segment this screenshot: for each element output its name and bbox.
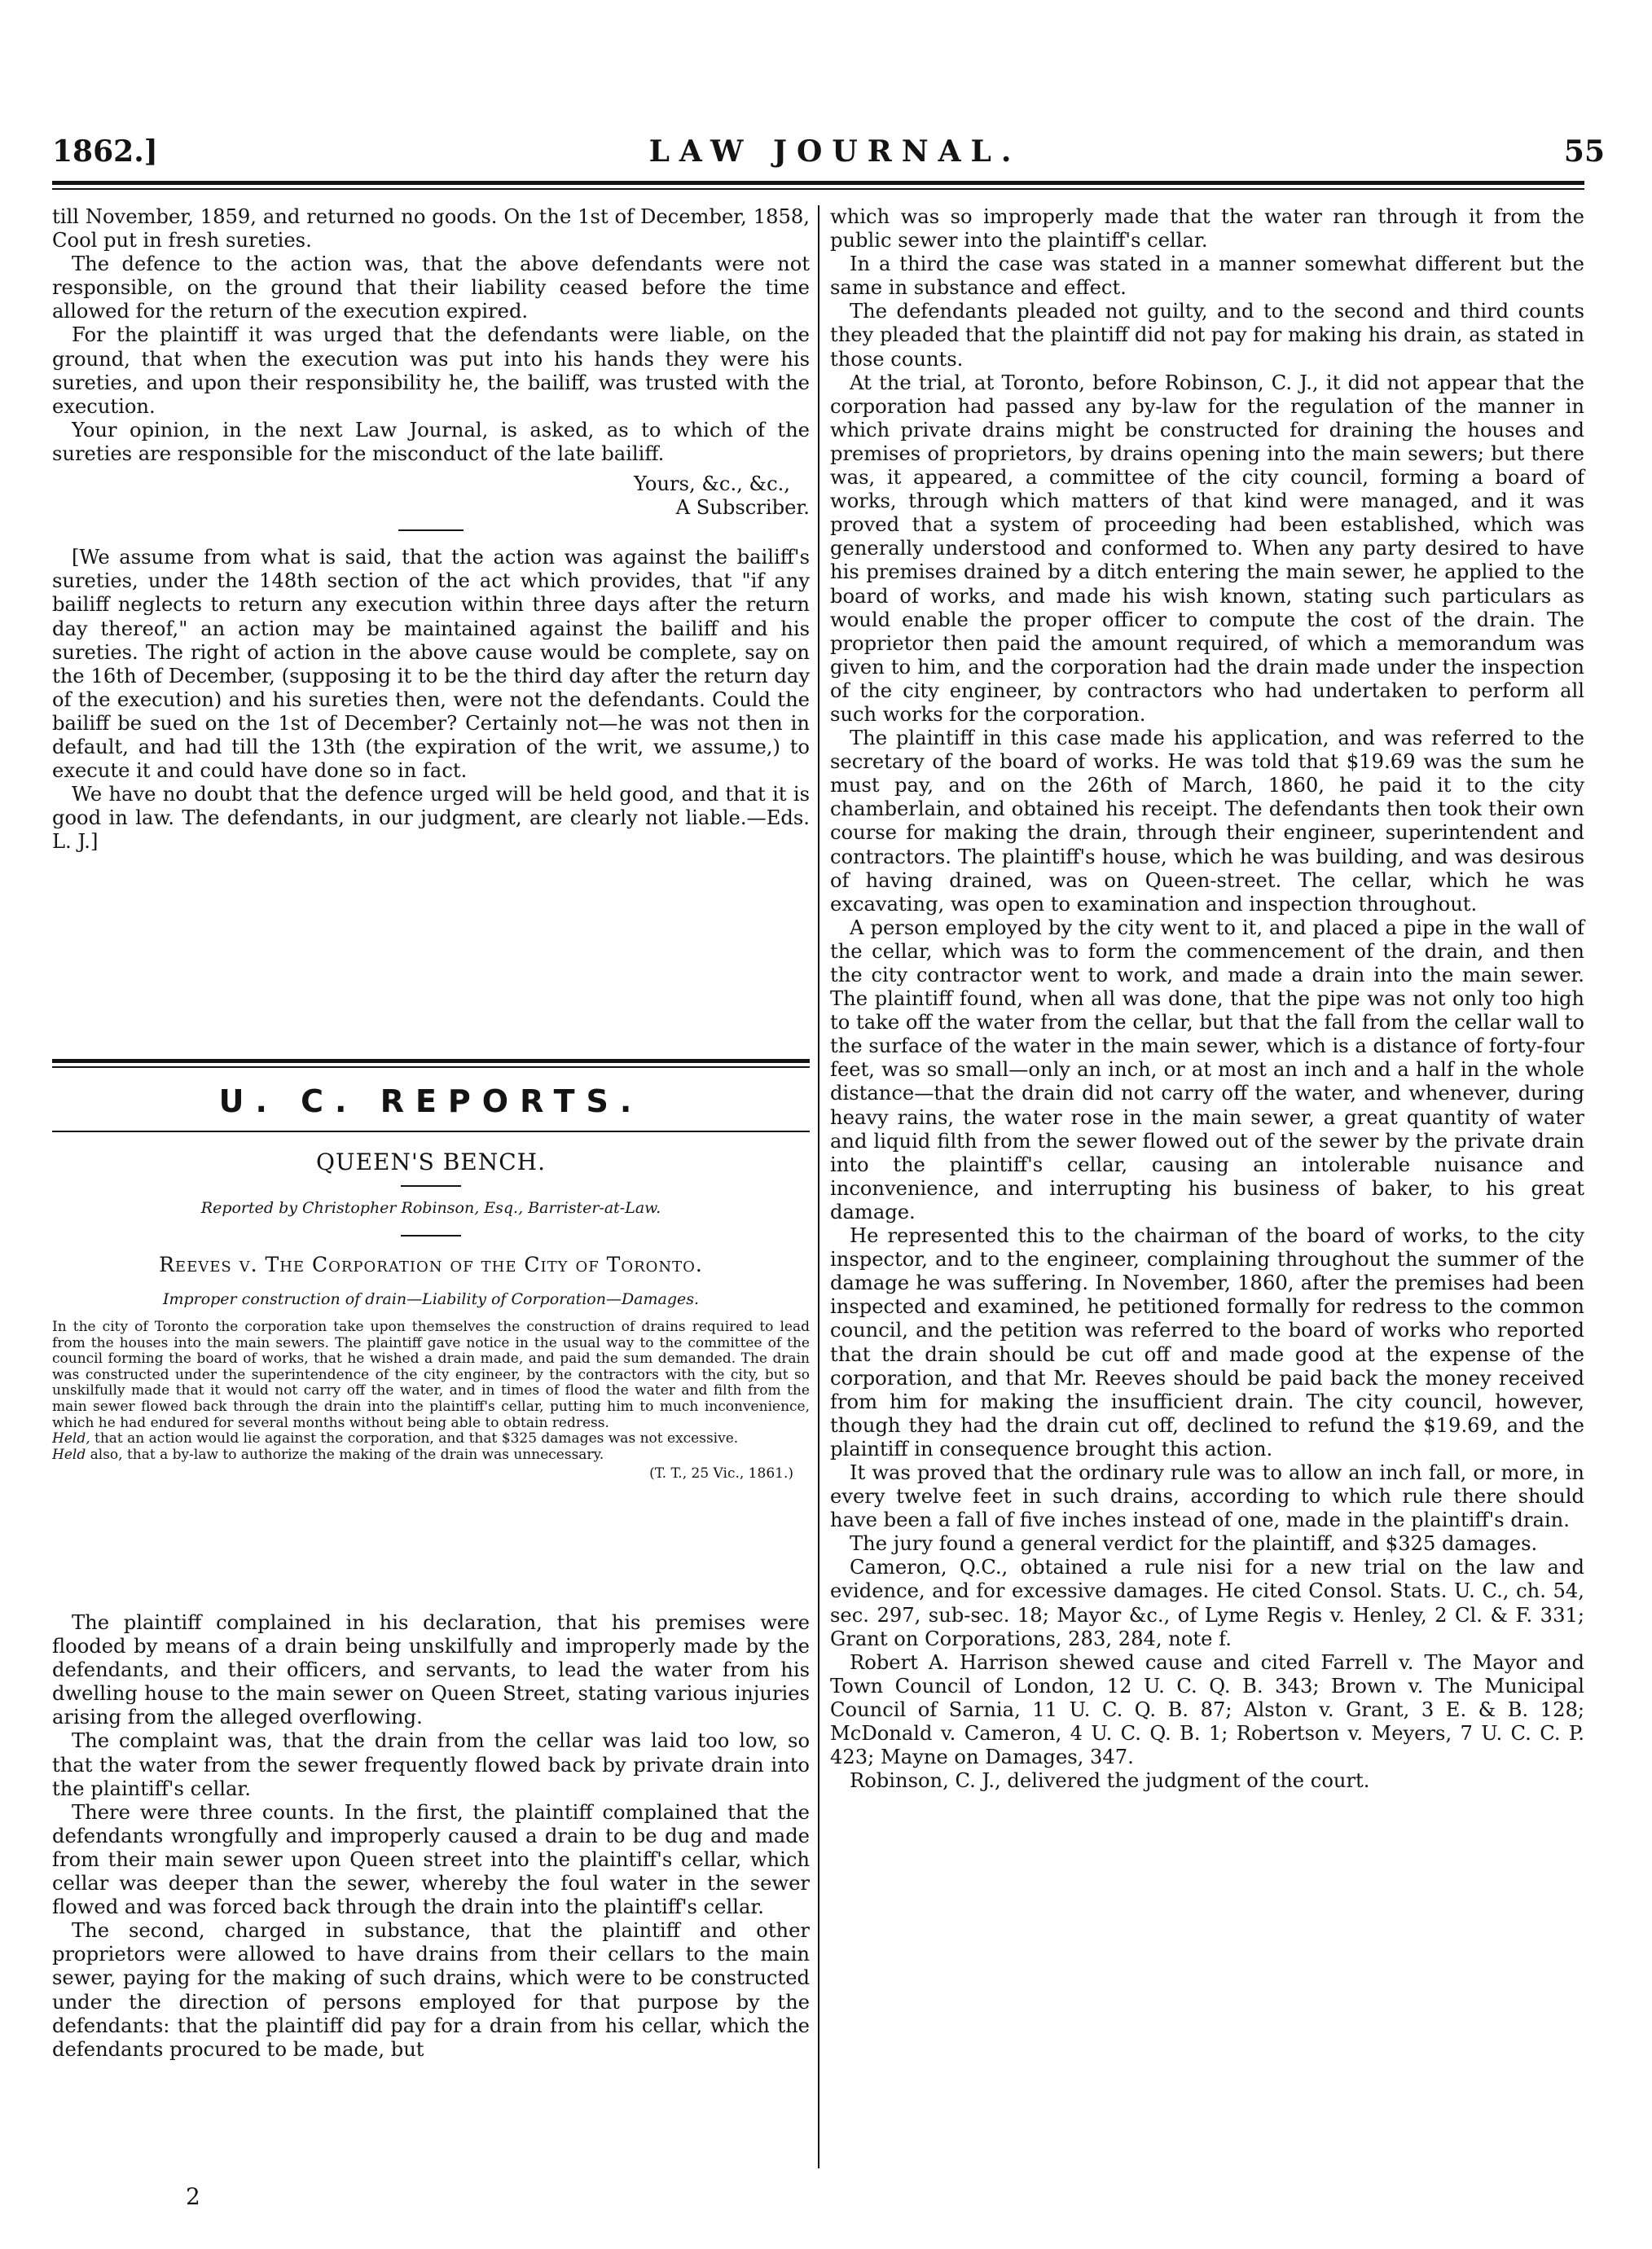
body-paragraph: A person employed by the city went to it, and placed a pipe in the wall of the cellar, which was to form the commencement of the drain, and then the city contractor went to work, and made a drain into the main sewer. The plaintiff found, when all was done, that the pipe was not only too high to take off the water from the cellar, but that the fall from the cellar wall to the surface of the water in the main sewer, which is a distance of forty-four feet, was so small—only an inch, or at most an inch and a half in the whole distance—that the drain did not carry off the water, and whenever, during heavy rains, the water rose in the main sewer, a great quantity of water and liquid filth from the sewer flowed out of the sewer by the private drain into the plaintiff's cellar, causing an intolerable nuisance and inconvenience, and interrupting his business of baker, to his great damage. xyxy=(830,916,1584,1223)
letter-paragraph: For the plaintiff it was urged that the defendants were liable, on the ground, that when the execution was put into his hands they were his sureties, and upon their responsibility he, the bailiff, was trusted with the execution. xyxy=(52,323,810,418)
body-paragraph: Cameron, Q.C., obtained a rule nisi for a new trial on the law and evidence, and for excessive damages. He cited Consol. Stats. U. C., ch. 54, sec. 297, sub-sec. 18; Mayor &c., of Lyme Regis v. Henley, 2 Cl. & F. 331; Grant on Corporations, 283, 284, note f. xyxy=(830,1556,1584,1650)
letter-paragraph: The defence to the action was, that the above defendants were not responsible, on the ground that their liability ceased before the time allowed for the return of the execution expired. xyxy=(52,253,810,323)
held-text: that an action would lie against the corporation, and that $325 damages was not excessive. xyxy=(94,1430,739,1447)
held-paragraph xyxy=(52,1431,810,1447)
case-citation: (T. T., 25 Vic., 1861.) xyxy=(649,1465,793,1482)
editor-note-paragraph: We have no doubt that the defence urged will be held good, and that it is good in law. The defendants, in our judgment, are clearly not liable.—Eds. L. J.] xyxy=(52,783,810,854)
headnote-text: In the city of Toronto the corporation take upon themselves the construction of drains required to lead from the houses into the main sewers. The plaintiff gave notice in the usual way to the committee of the council forming the board of works, that he wished a drain made, and paid the sum demanded. The drain was constructed under the superintendence of the city engineer, by the contractors with the city, but so unskilfully made that it would not carry off the water, and in times of flood the water and filth from the main sewer flowed back through the drain into the plaintiff's cellar, putting him to much inconvenience, which he had endured for several months without being able to obtain redress. xyxy=(52,1319,810,1431)
body-paragraph: The jury found a general verdict for the plaintiff, and $325 damages. xyxy=(850,1532,1538,1556)
letter-closing: Yours, &c., &c., xyxy=(634,472,790,496)
body-paragraph: The defendants pleaded not guilty, and to the second and third counts they pleaded that the plaintiff did not pay for making his drain, as stated in those counts. xyxy=(830,300,1584,371)
header-year: 1862.] xyxy=(52,134,158,169)
case-body-left xyxy=(52,1611,810,2062)
body-paragraph: At the trial, at Toronto, before Robinson, C. J., it did not appear that the corporation had passed any by-law for the regulation of the manner in which private drains might be constructed for draining the houses and premises of proprietors, by drains opening into the main sewers; but there was, it appeared, a committee of the city council, forming a board of works, through which matters of that kind were managed, and it was proved that a system of proceeding had been established, which was generally understood and conformed to. When any party desired to have his premises drained by a ditch entering the main sewer, he applied to the board of works, and made his wish known, stating such particulars as would enable the proper officer to compute the cost of the drain. The proprietor then paid the amount required, of which a memorandum was given to him, and the corporation had the drain made under the inspection of the city engineer, by contractors who had undertaken to perform all such works for the corporation. xyxy=(830,371,1584,726)
section-title-rule xyxy=(52,1131,810,1132)
court-name: QUEEN'S BENCH. xyxy=(316,1149,546,1175)
header-rule-thick xyxy=(52,181,1584,185)
letter-signature: A Subscriber. xyxy=(675,496,810,520)
letter-paragraph: till November, 1859, and returned no goods. On the 1st of December, 1858, Cool put in fresh sureties. xyxy=(52,205,810,253)
short-rule xyxy=(401,1185,461,1187)
column-divider xyxy=(818,205,819,2168)
case-title: Reeves v. The Corporation of the City of Toronto. xyxy=(159,1253,703,1276)
body-paragraph: The plaintiff in this case made his application, and was referred to the secretary of the board of works. He was told that $19.69 was the sum he must pay, and on the 26th of March, 1860, he paid it to the city chamberlain, and obtained his receipt. The defendants then took their own course for making the drain, through their engineer, superintendent and contractors. The plaintiff's house, which he was building, and was desirous of having drained, was on Queen-street. The cellar, which he was excavating, was open to examination and inspection throughout. xyxy=(830,727,1584,916)
header-rule-thin xyxy=(52,188,1584,190)
case-subtitle: Improper construction of drain—Liability of Corporation—Damages. xyxy=(162,1290,700,1308)
section-rule-thick xyxy=(52,1059,810,1063)
body-paragraph: He represented this to the chairman of the board of works, to the city inspector, and to the engineer, complaining throughout the summer of the damage he was suffering. In November, 1860, after the premises had been inspected and examined, he petitioned formally for redress to the common council, and the petition was referred to the board of works who reported that the drain should be cut off and made good at the expense of the corporation, and that Mr. Reeves should be paid back the money received from him for making the insufficient drain. The city council, however, though they had the drain cut off, declined to refund the $19.69, and the plaintiff in consequence brought this action. xyxy=(830,1224,1584,1461)
short-rule xyxy=(401,1235,461,1237)
correspondence-letter xyxy=(52,205,810,854)
body-paragraph: Robert A. Harrison shewed cause and cited Farrell v. The Mayor and Town Council of London, 12 U. C. Q. B. 343; Brown v. The Municipal Council of Sarnia, 11 U. C. Q. B. 87; Alston v. Grant, 3 E. & B. 128; McDonald v. Cameron, 4 U. C. Q. B. 1; Robertson v. Meyers, 7 U. C. C. P. 423; Mayne on Damages, 347. xyxy=(830,1650,1584,1769)
editor-note-paragraph: [We assume from what is said, that the action was against the bailiff's sureties, under the 148th section of the act which provides, that "if any bailiff neglects to return any execution within three days after the return day thereof," an action may be maintained against the bailiff and his sureties. The right of action in the above cause would be complete, say on the 16th of December, (supposing it to be the third day after the return day of the execution) and his sureties then, were not the defendants. Could the bailiff be sued on the 1st of December? Certainly not—he was not then in default, and had till the 13th (the expiration of the writ, we assume,) to execute it and could have done so in fact. xyxy=(52,546,810,783)
held-label: Held, xyxy=(52,1430,90,1447)
body-paragraph: Robinson, C. J., delivered the judgment of the court. xyxy=(850,1769,1370,1793)
section-title: U. C. REPORTS. xyxy=(218,1083,644,1119)
reporter-line: Reported by Christopher Robinson, Esq., Barrister-at-Law. xyxy=(200,1199,661,1217)
body-paragraph: which was so improperly made that the water ran through it from the public sewer into the plaintiff's cellar. xyxy=(830,205,1584,253)
body-paragraph: It was proved that the ordinary rule was to allow an inch fall, or more, in every twelve feet in such drains, according to which rule there should have been a fall of five inches instead of one, made in the plaintiff's drain. xyxy=(830,1461,1584,1532)
body-paragraph: The complaint was, that the drain from the cellar was laid too low, so that the water from the sewer frequently flowed back by private drain into the plaintiff's cellar. xyxy=(52,1729,810,1800)
body-paragraph: The plaintiff complained in his declaration, that his premises were flooded by means of a drain being unskilfully and improperly made by the defendants, and their officers, and servants, to lead the water from his dwelling house to the main sewer on Queen Street, stating various injuries arising from the alleged overflowing. xyxy=(52,1611,810,1729)
journal-title: LAW JOURNAL. xyxy=(648,134,1022,169)
case-body-right xyxy=(830,205,1584,1793)
held-paragraph xyxy=(52,1447,810,1464)
body-paragraph: There were three counts. In the first, the plaintiff complained that the defendants wrongfully and improperly caused a drain to be dug and made from their main sewer upon Queen street into the plaintiff's cellar, which cellar was deeper than the sewer, whereby the foul water in the sewer flowed and was forced back through the drain into the plaintiff's cellar. xyxy=(52,1800,810,1919)
body-paragraph: The second, charged in substance, that the plaintiff and other proprietors were allowed to have drains from their cellars to the main sewer, paying for the making of such drains, which were to be constructed under the direction of persons employed for that purpose by the defendants: that the plaintiff did pay for a drain from his cellar, which the defendants procured to be made, but xyxy=(52,1919,810,2061)
held-text: also, that a by-law to authorize the making of the drain was unnecessary. xyxy=(90,1446,604,1463)
section-rule-thin xyxy=(52,1066,810,1068)
body-paragraph: In a third the case was stated in a manner somewhat different but the same in substance and effect. xyxy=(830,253,1584,300)
short-rule xyxy=(398,529,464,531)
case-headnote xyxy=(52,1320,810,1482)
letter-paragraph: Your opinion, in the next Law Journal, is asked, as to which of the sureties are responsible for the misconduct of the late bailiff. xyxy=(52,418,810,465)
signature-mark: 2 xyxy=(186,2183,200,2210)
page-number: 55 xyxy=(1563,134,1605,169)
held-label: Held xyxy=(52,1446,86,1463)
